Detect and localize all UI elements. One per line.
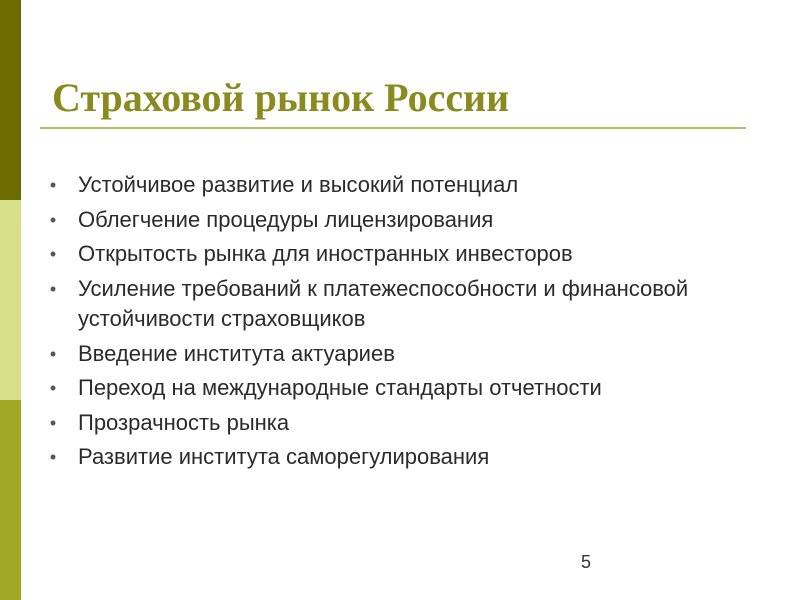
bullet-text: Развитие института саморегулирования	[78, 444, 490, 469]
bullet-icon: •	[49, 412, 57, 433]
bullet-item	[46, 339, 746, 370]
bullet-item	[46, 170, 746, 201]
side-accent-bar-medium-segment	[0, 400, 21, 600]
bullet-icon: •	[49, 244, 57, 264]
bullet-icon: •	[49, 209, 57, 230]
bullet-icon: •	[49, 378, 57, 398]
bullet-list	[46, 170, 746, 477]
side-accent-bar-light-segment	[0, 200, 21, 400]
bullet-text: Усиление требований к платежеспособности и финансовой устойчивости страховщиков	[78, 275, 689, 331]
bullet-item	[46, 205, 746, 236]
bullet-text: Введение института актуариев	[78, 340, 395, 366]
bullet-text: Открытость рынка для иностранных инвесторов	[78, 241, 573, 266]
bullet-item	[46, 239, 746, 270]
bullet-item	[46, 274, 746, 335]
bullet-text: Облегчение процедуры лицензирования	[78, 206, 494, 232]
bullet-icon: •	[49, 278, 57, 299]
bullet-icon: •	[49, 175, 57, 195]
bullet-text: Переход на международные стандарты отчетности	[78, 375, 602, 400]
bullet-icon: •	[49, 447, 57, 467]
bullet-item	[46, 408, 746, 439]
slide-title: Страховой рынок России	[52, 75, 510, 120]
bullet-text: Прозрачность рынка	[78, 409, 290, 435]
title-underline	[40, 127, 746, 129]
side-accent-bar-dark-segment	[0, 0, 21, 200]
bullet-icon: •	[49, 343, 57, 364]
side-accent-bar	[0, 0, 21, 600]
page-number: 5	[580, 552, 591, 572]
bullet-item	[46, 442, 746, 473]
bullet-item	[46, 373, 746, 404]
bullet-text: Устойчивое развитие и высокий потенциал	[78, 172, 519, 197]
